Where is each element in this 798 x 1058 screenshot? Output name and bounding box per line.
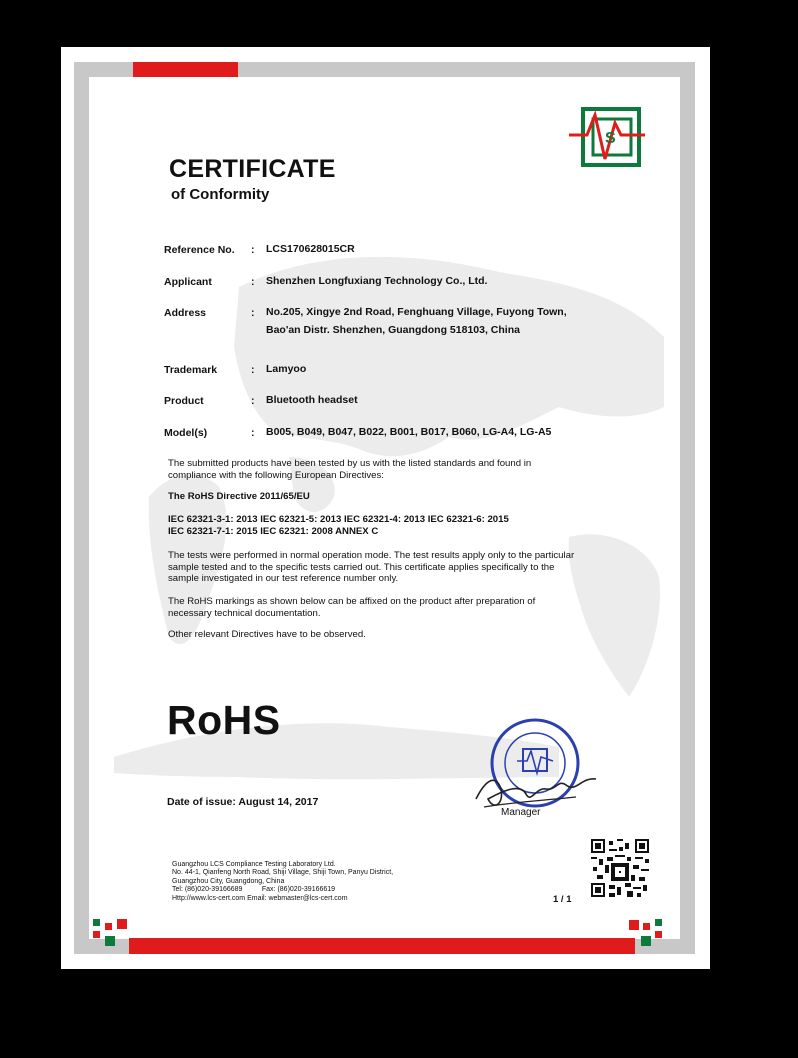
qr-code-icon: [591, 839, 649, 897]
certificate-title: CERTIFICATE: [169, 155, 336, 183]
footer-line: Guangzhou City, Guangdong, China: [172, 877, 285, 885]
field-colon: :: [251, 276, 255, 288]
standards-line-1: IEC 62321-3-1: 2013 IEC 62321-5: 2013 IEC 62321-4: 2013 IEC 62321-6: 2015: [168, 514, 509, 525]
field-label: Model(s): [164, 427, 208, 439]
certificate-frame: [74, 62, 695, 954]
page-number: 1 / 1: [553, 894, 572, 905]
svg-text:S: S: [605, 130, 616, 147]
field-value-line2: Bao'an Distr. Shenzhen, Guangdong 518103, China: [266, 324, 520, 336]
field-colon: :: [251, 307, 255, 319]
manager-label: Manager: [501, 807, 541, 818]
field-label: Trademark: [164, 364, 218, 376]
lcs-logo-icon: [569, 105, 645, 169]
field-label: Applicant: [164, 276, 212, 288]
field-value: Lamyoo: [266, 363, 307, 375]
top-red-bar: [133, 62, 238, 77]
field-value: No.205, Xingye 2nd Road, Fenghuang Village, Fuyong Town,: [266, 306, 567, 318]
footer-line: Guangzhou LCS Compliance Testing Laboratory Ltd.: [172, 861, 336, 868]
footer-line: Http://www.lcs-cert.com Email: webmaster@lcs-cert.com: [172, 894, 348, 902]
field-colon: :: [251, 427, 255, 439]
field-label: Address: [164, 307, 207, 319]
field-value: LCS170628015CR: [266, 243, 355, 255]
field-value: Shenzhen Longfuxiang Technology Co., Ltd.: [266, 275, 488, 287]
field-label: Reference No.: [164, 244, 235, 256]
markings-text: The RoHS markings as shown below can be affixed on the product after preparation of necessary technical documentation.: [168, 596, 536, 619]
field-value: Bluetooth headset: [266, 394, 358, 406]
other-directives-text: Other relevant Directives have to be observed.: [168, 629, 366, 640]
field-colon: :: [251, 364, 255, 376]
date-of-issue: Date of issue: August 14, 2017: [167, 796, 319, 808]
field-label: Product: [164, 395, 204, 407]
standards-line-2: IEC 62321-7-1: 2015 IEC 62321: 2008 ANNEX C: [168, 526, 379, 537]
field-value: B005, B049, B047, B022, B001, B017, B060, LG-A4, LG-A5: [266, 426, 552, 438]
directive-text: The RoHS Directive 2011/65/EU: [168, 491, 310, 502]
certificate-subtitle: of Conformity: [171, 186, 270, 203]
bottom-red-bar: [129, 938, 635, 954]
certificate-sheet: [61, 47, 710, 969]
field-colon: :: [251, 395, 255, 407]
intro-text: The submitted products have been tested by us with the listed standards and found in compliance with the following European Directives:: [168, 458, 532, 481]
footer-line: No. 44-1, Qianfeng North Road, Shiji Village, Shiji Town, Panyu District,: [172, 869, 394, 877]
footer-line: Tel: (86)020-39166689 Fax: (86)020-39166619: [172, 886, 336, 894]
field-colon: :: [251, 244, 255, 256]
rohs-mark: RoHS: [167, 697, 281, 743]
lab-address-footer: [172, 861, 393, 903]
tests-text: The tests were performed in normal operation mode. The test results apply only to the particular sample tested and to the specific tests carried out. This certificate applies specifically to the sample investigated in our test reference number only.: [168, 550, 575, 584]
